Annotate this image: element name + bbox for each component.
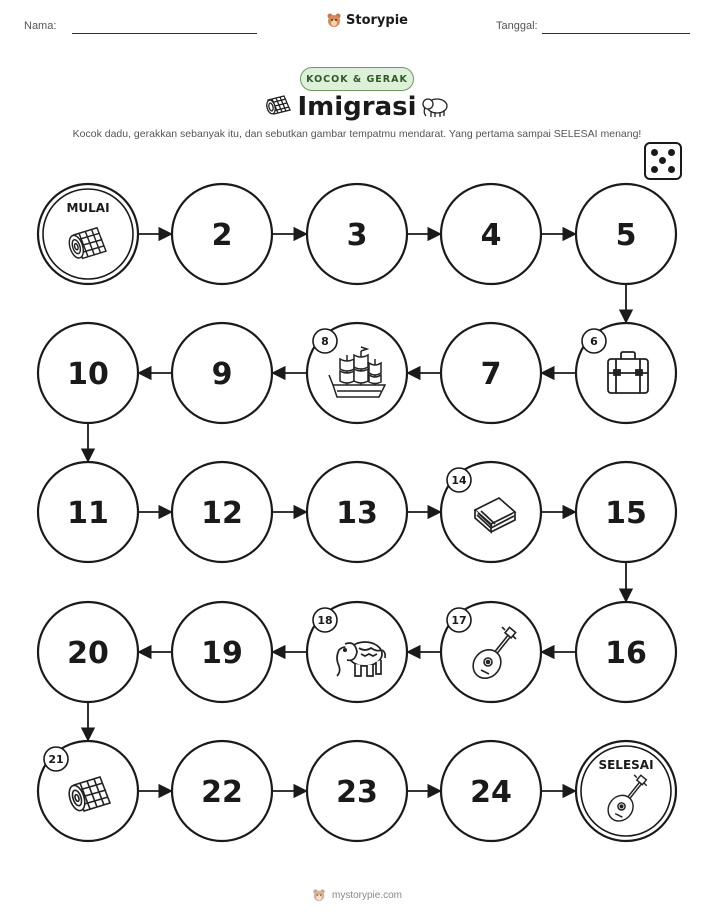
category-badge: KOCOK & GERAK (300, 67, 414, 91)
space-number: 21 (48, 753, 64, 766)
board-space-22 (172, 741, 272, 841)
space-number: 20 (67, 636, 109, 671)
board-space-18 (307, 602, 407, 702)
space-number: 23 (336, 775, 378, 810)
board-space-11 (38, 462, 138, 562)
space-number: 22 (201, 775, 243, 810)
space-number: 19 (201, 636, 243, 671)
space-number: 13 (336, 496, 378, 531)
space-number: 14 (451, 474, 467, 487)
board-space-16 (576, 602, 676, 702)
space-number: 10 (67, 357, 109, 392)
space-number: 7 (480, 357, 502, 392)
board-space-1 (38, 184, 138, 284)
space-number: 9 (211, 357, 233, 392)
board-space-2 (172, 184, 272, 284)
start-label: MULAI (66, 201, 110, 215)
board-space-23 (307, 741, 407, 841)
page-title: Imigrasi (297, 92, 417, 122)
board-space-21 (38, 741, 138, 841)
space-number: 4 (480, 218, 502, 253)
finish-label: SELESAI (598, 758, 654, 772)
board-space-15 (576, 462, 676, 562)
board-space-7 (441, 323, 541, 423)
footer (0, 888, 714, 902)
instructions: Kocok dadu, gerakkan sebanyak itu, dan sebutkan gambar tempatmu mendarat. Yang pertama sampai SELESAI menang! (72, 128, 642, 140)
space-number: 11 (67, 496, 109, 531)
board-space-5 (576, 184, 676, 284)
board-space-3 (307, 184, 407, 284)
space-number: 8 (321, 335, 329, 348)
board-space-8 (307, 323, 407, 423)
board-space-6 (576, 323, 676, 423)
board-space-14 (441, 462, 541, 562)
board-space-24 (441, 741, 541, 841)
space-number: 5 (615, 218, 637, 253)
date-label: Tanggal: (496, 20, 538, 32)
space-number: 16 (605, 636, 647, 671)
space-number: 6 (590, 335, 598, 348)
board-space-12 (172, 462, 272, 562)
board-space-25 (576, 741, 676, 841)
footer-site: mystorypie.com (331, 889, 402, 901)
space-number: 2 (211, 218, 233, 253)
board-space-10 (38, 323, 138, 423)
board-spaces (38, 184, 676, 841)
space-number: 15 (605, 496, 647, 531)
name-label: Nama: (24, 20, 57, 32)
space-number: 18 (317, 614, 333, 627)
space-number: 12 (201, 496, 243, 531)
space-circle (576, 741, 676, 841)
board-space-13 (307, 462, 407, 562)
board-space-19 (172, 602, 272, 702)
space-number: 3 (346, 218, 368, 253)
board-space-17 (441, 602, 541, 702)
space-number: 24 (470, 775, 512, 810)
board-space-4 (441, 184, 541, 284)
bear-mascot-icon (312, 888, 326, 902)
space-number: 17 (451, 614, 467, 627)
brand-name: Storypie (346, 12, 408, 28)
suitcase-icon (608, 352, 648, 393)
board-space-9 (172, 323, 272, 423)
board-space-20 (38, 602, 138, 702)
